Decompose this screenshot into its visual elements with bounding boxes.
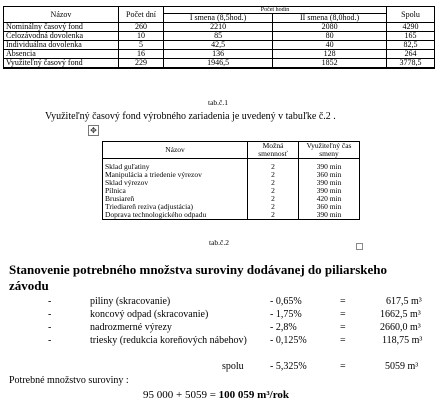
resize-handle-icon[interactable] <box>356 243 363 250</box>
cell: 42,5 <box>164 41 273 50</box>
calc-percent: - 2,8% <box>270 322 297 333</box>
cell: 16 <box>119 50 164 59</box>
cell: 260 <box>119 23 164 32</box>
cell: 2 <box>248 211 299 220</box>
cell: 2 <box>248 187 299 195</box>
header-name: Názov <box>4 7 119 23</box>
header-total: Spolu <box>387 7 435 23</box>
move-handle-icon[interactable]: ✥ <box>88 125 99 136</box>
header-days: Počet dní <box>119 7 164 23</box>
calc-row <box>0 335 443 348</box>
cell: Sklad guľatiny <box>103 163 248 171</box>
cell: 4290 <box>387 23 435 32</box>
table-1 <box>3 6 435 69</box>
header-name: Názov <box>103 142 248 159</box>
cell: Sklad výrezov <box>103 179 248 187</box>
cell: Individuálna dovolenka <box>4 41 119 50</box>
calc-row <box>0 309 443 322</box>
cell: Manipulácia a triedenie výrezov <box>103 171 248 179</box>
table-1-caption: tab.č.1 <box>208 98 228 107</box>
cell: 85 <box>164 32 273 41</box>
header-hours: Počet hodín <box>164 7 387 14</box>
calc-equals: = <box>340 322 346 333</box>
calc-value: 617,5 m³ <box>386 296 422 307</box>
cell: 1946,5 <box>164 59 273 69</box>
cell: 264 <box>387 50 435 59</box>
sum-row <box>0 361 443 374</box>
cell: 360 min <box>299 203 360 211</box>
needed-label: Potrebné množstvo suroviny : <box>9 375 129 386</box>
table-2-caption: tab.č.2 <box>209 238 229 247</box>
cell: 229 <box>119 59 164 69</box>
calc-row <box>0 322 443 335</box>
list-dash: - <box>48 335 52 346</box>
cell: 2 <box>248 203 299 211</box>
header-shift1: I smena (8,5hod.) <box>164 14 273 23</box>
cell: 390 min <box>299 179 360 187</box>
section-heading: Stanovenie potrebného množstva suroviny dodávanej do piliarskeho závodu <box>9 262 388 293</box>
cell: 3778,5 <box>387 59 435 69</box>
cell: 40 <box>273 41 387 50</box>
cell: 5 <box>119 41 164 50</box>
calc-percent: - 0,125% <box>270 335 307 346</box>
calc-value: 2660,0 m³ <box>380 322 421 333</box>
cell: 390 min <box>299 163 360 171</box>
cell: 2 <box>248 171 299 179</box>
cell: Nominálny časový fond <box>4 23 119 32</box>
cell: 390 min <box>299 211 360 220</box>
calc-value: 1662,5 m³ <box>380 309 421 320</box>
result-formula <box>143 389 289 401</box>
calc-equals: = <box>340 335 346 346</box>
calc-label: triesky (redukcia koreňových nábehov) <box>90 335 247 346</box>
list-dash: - <box>48 296 52 307</box>
list-dash: - <box>48 322 52 333</box>
cell: 2 <box>248 163 299 171</box>
calc-label: nadrozmerné výrezy <box>90 322 172 333</box>
sum-equals: = <box>340 361 346 372</box>
cell: 165 <box>387 32 435 41</box>
sum-label: spolu <box>222 361 244 372</box>
calc-equals: = <box>340 309 346 320</box>
calc-equals: = <box>340 296 346 307</box>
cell: 2 <box>248 195 299 203</box>
cell: Využiteľný časový fond <box>4 59 119 69</box>
cell: 80 <box>273 32 387 41</box>
cell: 2210 <box>164 23 273 32</box>
cell: 2080 <box>273 23 387 32</box>
sum-value: 5059 m³ <box>385 361 419 372</box>
cell: 390 min <box>299 187 360 195</box>
header-time: Využiteľný čas smeny <box>299 142 360 159</box>
table-row <box>4 59 435 69</box>
cell: 128 <box>273 50 387 59</box>
cell: Brusiareň <box>103 195 248 203</box>
cell: Celozávodná dovolenka <box>4 32 119 41</box>
cell: Doprava technologického odpadu <box>103 211 248 220</box>
cell: 136 <box>164 50 273 59</box>
formula-expression: 95 000 + 5059 = <box>143 389 219 401</box>
sum-percent: - 5,325% <box>270 361 307 372</box>
cell: Pílnica <box>103 187 248 195</box>
cell: 1852 <box>273 59 387 69</box>
calc-label: koncový odpad (skracovanie) <box>90 309 209 320</box>
calc-row <box>0 296 443 309</box>
calc-value: 118,75 m³ <box>382 335 423 346</box>
cell: 420 min <box>299 195 360 203</box>
cell: 360 min <box>299 171 360 179</box>
calc-label: piliny (skracovanie) <box>90 296 171 307</box>
cell: 2 <box>248 179 299 187</box>
table-row <box>103 211 360 220</box>
header-shifts: Možná smennosť <box>248 142 299 159</box>
formula-result: 100 059 m³/rok <box>218 389 289 401</box>
body-paragraph: Využiteľný časový fond výrobného zariadenia je uvedený v tabuľke č.2 . <box>45 111 336 122</box>
cell: 10 <box>119 32 164 41</box>
calc-percent: - 0,65% <box>270 296 302 307</box>
table-2 <box>102 141 360 220</box>
header-shift2: II smena (8,0hod.) <box>273 14 387 23</box>
calc-percent: - 1,75% <box>270 309 302 320</box>
cell: Triediareň reziva (adjustácia) <box>103 203 248 211</box>
cell: Absencia <box>4 50 119 59</box>
cell: 82,5 <box>387 41 435 50</box>
list-dash: - <box>48 309 52 320</box>
